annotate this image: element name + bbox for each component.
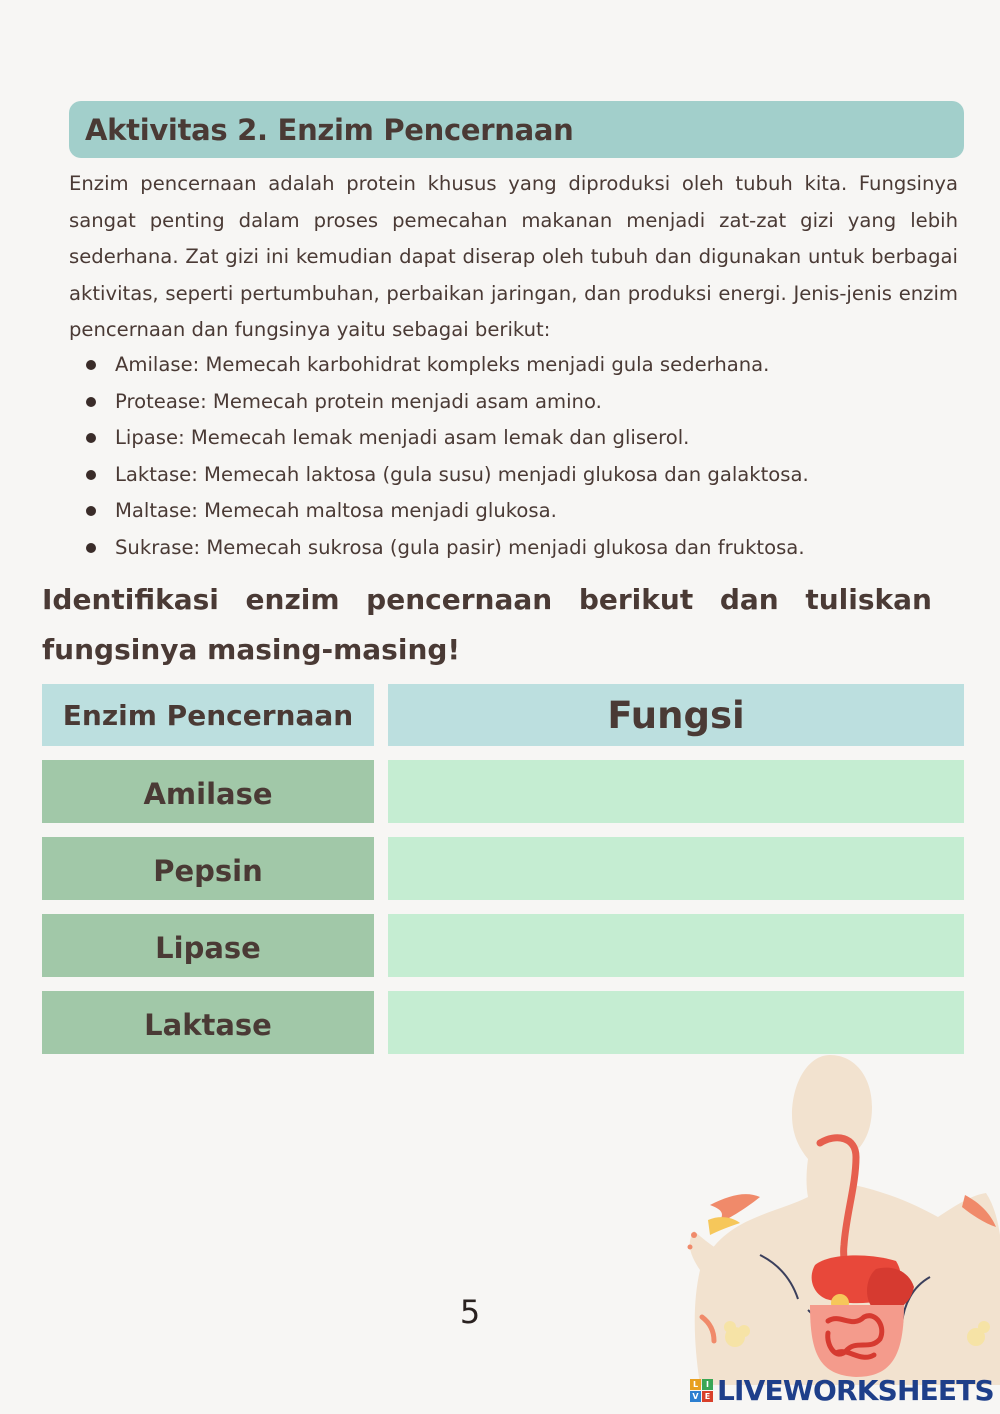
enzyme-description: Lipase: Memecah lemak menjadi asam lemak dan gliserol. [115, 426, 690, 450]
answer-input-laktase[interactable] [388, 991, 964, 1054]
enzyme-description: Maltase: Memecah maltosa menjadi glukosa. [115, 499, 557, 523]
answer-input-lipase[interactable] [388, 914, 964, 977]
enzyme-description: Protease: Memecah protein menjadi asam amino. [115, 389, 602, 413]
answer-input-amilase[interactable] [388, 760, 964, 823]
bullet-icon [86, 543, 96, 553]
header-function: Fungsi [388, 684, 964, 746]
answer-input-pepsin[interactable] [388, 837, 964, 900]
enzyme-list-item [69, 420, 958, 457]
enzyme-list [69, 347, 958, 567]
activity-title: Aktivitas 2. Enzim Pencernaan [85, 112, 574, 147]
enzyme-cell-lipase: Lipase [42, 914, 374, 977]
brand-name: LIVEWORKSHEETS [717, 1373, 994, 1407]
enzyme-list-item [69, 493, 958, 530]
enzyme-list-item [69, 347, 958, 384]
enzyme-list-item [69, 530, 958, 567]
enzyme-cell-amilase: Amilase [42, 760, 374, 823]
liveworksheets-badge-icon: L I V E [690, 1379, 713, 1402]
bullet-icon [86, 506, 96, 516]
instruction-text: Identifikasi enzim pencernaan berikut dan tuliskan fungsinya masing-masing! [42, 583, 932, 666]
bullet-icon [86, 433, 96, 443]
activity-title-bar [69, 101, 964, 158]
enzyme-cell-pepsin: Pepsin [42, 837, 374, 900]
bullet-icon [86, 470, 96, 480]
enzyme-list-item [69, 384, 958, 421]
digestive-system-icon [680, 1055, 1000, 1385]
enzyme-description: Amilase: Memecah karbohidrat kompleks menjadi gula sederhana. [115, 353, 770, 376]
digestive-system-illustration [680, 1055, 1000, 1385]
page-number: 5 [459, 1293, 481, 1331]
header-enzyme: Enzim Pencernaan [42, 684, 374, 746]
liveworksheets-logo [690, 1372, 994, 1408]
enzyme-cell-laktase: Laktase [42, 991, 374, 1054]
enzyme-description: Sukrase: Memecah sukrosa (gula pasir) menjadi glukosa dan fruktosa. [115, 535, 805, 559]
bullet-icon [86, 397, 96, 407]
bullet-icon [86, 360, 96, 370]
enzyme-list-item [69, 457, 958, 494]
intro-paragraph: Enzim pencernaan adalah protein khusus yang diproduksi oleh tubuh kita. Fungsinya sangat penting dalam proses pemecahan makanan menjadi zat-zat gizi yang lebih sederhana. Zat gizi ini kemudian dapat diserap oleh tubuh dan digunakan untuk berbagai aktivitas, seperti pertumbuhan, perbaikan jaringan, dan produksi energi. Jenis-jenis enzim pencernaan dan fungsinya yaitu sebagai berikut: [69, 172, 958, 342]
enzyme-description: Laktase: Memecah laktosa (gula susu) menjadi glukosa dan galaktosa. [115, 462, 809, 486]
